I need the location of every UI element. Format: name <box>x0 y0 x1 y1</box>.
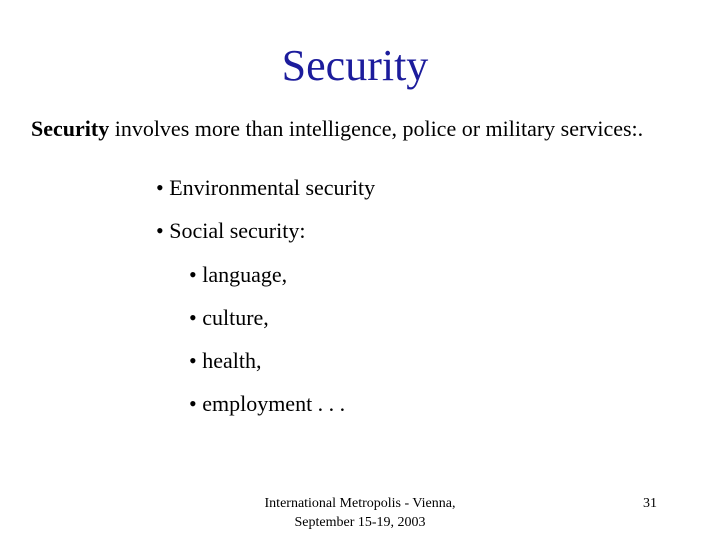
sub-bullet-language: • language, <box>189 262 288 287</box>
bullet-environmental-security: • Environmental security <box>156 175 376 200</box>
slide-title: Security <box>281 41 429 90</box>
page-number: 31 <box>643 496 657 511</box>
footer-line-2: September 15-19, 2003 <box>294 515 426 530</box>
sub-bullet-employment: • employment . . . <box>189 391 346 416</box>
sub-bullet-health: • health, <box>189 348 262 373</box>
bullet-social-security: • Social security: <box>156 218 306 243</box>
intro-bold-term: Security <box>31 116 110 141</box>
footer-line-1: International Metropolis - Vienna, <box>264 496 456 511</box>
intro-text: involves more than intelligence, police or military services:. <box>109 116 644 141</box>
intro-paragraph <box>31 115 643 143</box>
sub-bullet-culture: • culture, <box>189 305 269 330</box>
footer <box>232 494 488 532</box>
